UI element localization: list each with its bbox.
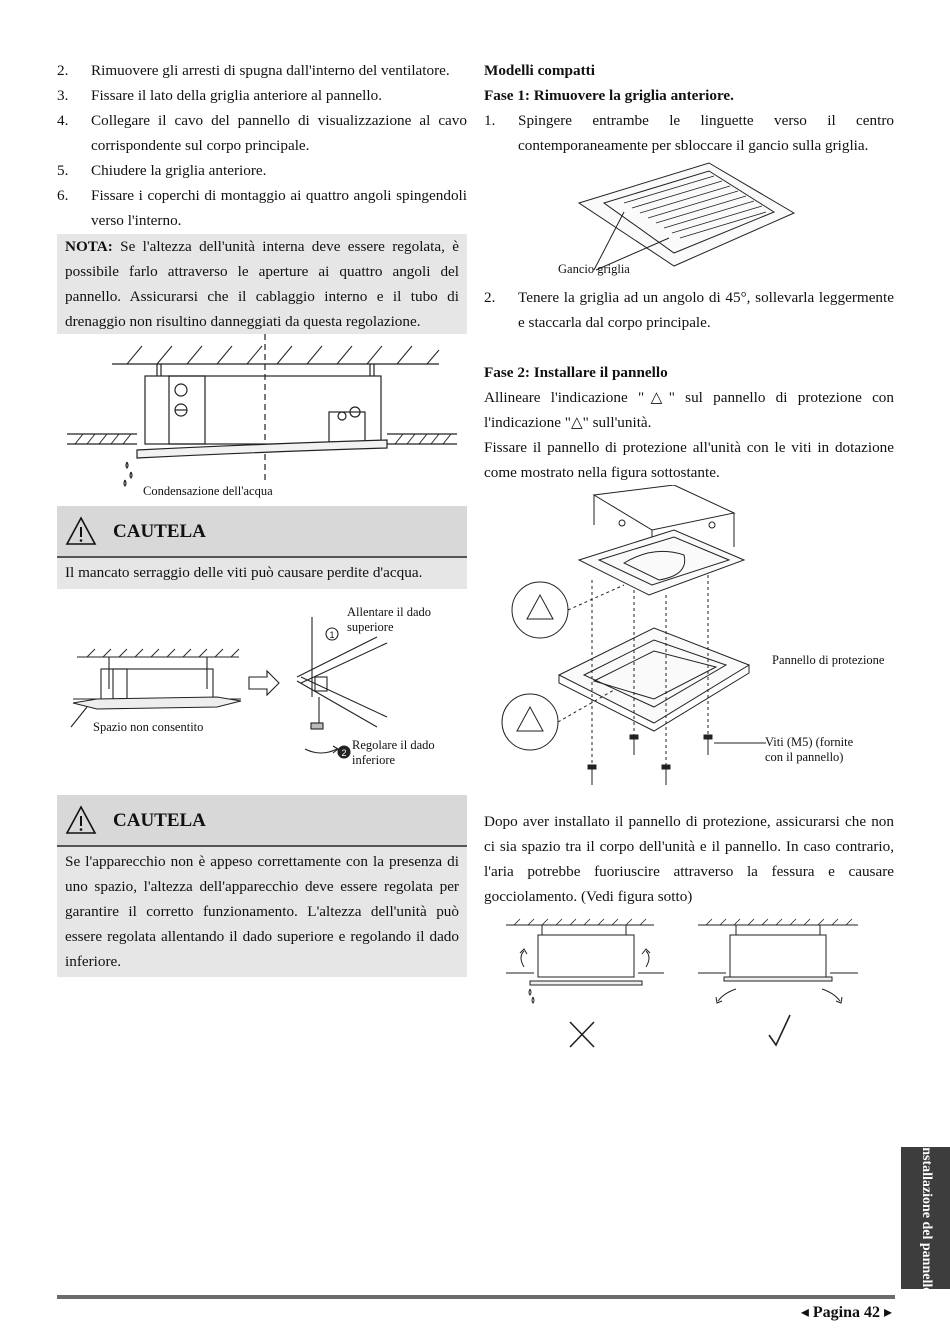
step-text: Tenere la griglia ad un angolo di 45°, sollevarla leggermente e staccarla dal corpo principale. <box>518 289 894 331</box>
caution-text: Il mancato serraggio delle viti può causare perdite d'acqua. <box>57 558 467 589</box>
step-text: Spingere entrambe le linguette verso il centro contemporaneamente per sbloccare il gancio sulla griglia. <box>518 112 894 154</box>
list-item <box>57 183 467 233</box>
note-label: NOTA: <box>65 238 113 255</box>
list-item <box>484 108 894 158</box>
list-item <box>57 108 467 158</box>
adjust-nut-label: Regolare il dado inferiore <box>352 738 435 767</box>
loosen-nut-label: Allentare il dado superiore <box>347 605 431 634</box>
step-number-2: 2 <box>341 748 347 758</box>
caution-box-1 <box>57 506 467 589</box>
list-item <box>484 285 894 335</box>
step-number: 3. <box>57 87 69 104</box>
grille-figure <box>484 158 894 285</box>
caution-header <box>57 506 467 558</box>
ceiling-unit-diagram <box>57 334 467 506</box>
step-number: 2. <box>484 289 496 306</box>
note-text: Se l'altezza dell'unità interna deve essere regolata, è possibile farlo attraverso le aperture ai quattro angoli del pannello. Assicurarsi che il cablaggio interno e il tubo di drenaggio non risultino danneggiati da questa regolazione. <box>65 238 459 330</box>
step-number: 1. <box>484 112 496 129</box>
step-number: 2. <box>57 62 69 79</box>
section-heading: Modelli compatti <box>484 62 595 79</box>
protection-panel-label: Pannello di protezione <box>772 653 885 667</box>
grille-hook-caption: Gancio griglia <box>558 262 630 276</box>
footer-rule <box>57 1295 895 1299</box>
warning-icon <box>65 805 97 835</box>
list-item <box>57 158 467 183</box>
screws-label: Viti (M5) (fornite con il pannello) <box>765 735 854 764</box>
caution-header <box>57 795 467 847</box>
note-box <box>57 234 467 334</box>
step-text: Fissare i coperchi di montaggio ai quattro angoli spingendoli verso l'interno. <box>91 187 467 229</box>
right-column <box>484 58 894 1057</box>
step-text: Rimuovere gli arresti di spugna dall'interno del ventilatore. <box>91 62 450 79</box>
warning-icon <box>65 516 97 546</box>
phase1-heading: Fase 1: Rimuovere la griglia anteriore. <box>484 87 734 104</box>
list-item <box>57 58 467 83</box>
step-number: 5. <box>57 162 69 179</box>
list-item <box>57 83 467 108</box>
left-column <box>57 58 467 977</box>
side-tab-label: Installazione del pannello <box>918 1141 934 1295</box>
condensation-caption: Condensazione dell'acqua <box>143 484 273 498</box>
height-adjust-figure <box>57 597 467 795</box>
caution-title: CAUTELA <box>113 809 206 831</box>
step-number-1: 1 <box>329 630 335 640</box>
caution-box-2 <box>57 795 467 977</box>
gap-comparison-diagram <box>484 917 894 1057</box>
fix-paragraph: Fissare il pannello di protezione all'unità con le viti in dotazione come mostrato nella figura sottostante. <box>484 439 894 481</box>
step-text: Fissare il lato della griglia anteriore al pannello. <box>91 87 382 104</box>
step-text: Collegare il cavo del pannello di visualizzazione al cavo corrispondente sul corpo principale. <box>91 112 467 154</box>
align-paragraph: Allineare l'indicazione "△" sul pannello di protezione con l'indicazione "△" sull'unità. <box>484 389 894 431</box>
caution-text: Se l'apparecchio non è appeso correttamente con la presenza di uno spazio, l'altezza dell'apparecchio deve essere regolata per garantire il corretto funzionamento. L'altezza dell'unità può essere regolata allentando il dado superiore e regolando il dado inferiore. <box>57 847 467 977</box>
gap-comparison-figure <box>484 917 894 1057</box>
step-text: Chiudere la griglia anteriore. <box>91 162 267 179</box>
section-side-tab <box>901 1141 950 1295</box>
phase2-heading: Fase 2: Installare il pannello <box>484 364 668 381</box>
condensation-figure <box>57 334 467 506</box>
page-number: ◂ Pagina 42 ▸ <box>800 1304 892 1321</box>
gap-check-paragraph: Dopo aver installato il pannello di protezione, assicurarsi che non ci sia spazio tra il corpo dell'unità e il pannello. In caso contrario, l'aria potrebbe fuoriuscire attraverso la fessura e causare gocciolamento. (Vedi figura sotto) <box>484 813 894 905</box>
caution-title: CAUTELA <box>113 520 206 542</box>
panel-install-figure <box>484 485 894 809</box>
steps-list <box>57 58 467 233</box>
gap-label: Spazio non consentito <box>93 720 204 734</box>
step-number: 4. <box>57 112 69 129</box>
grille-diagram <box>484 158 894 285</box>
step-number: 6. <box>57 187 69 204</box>
